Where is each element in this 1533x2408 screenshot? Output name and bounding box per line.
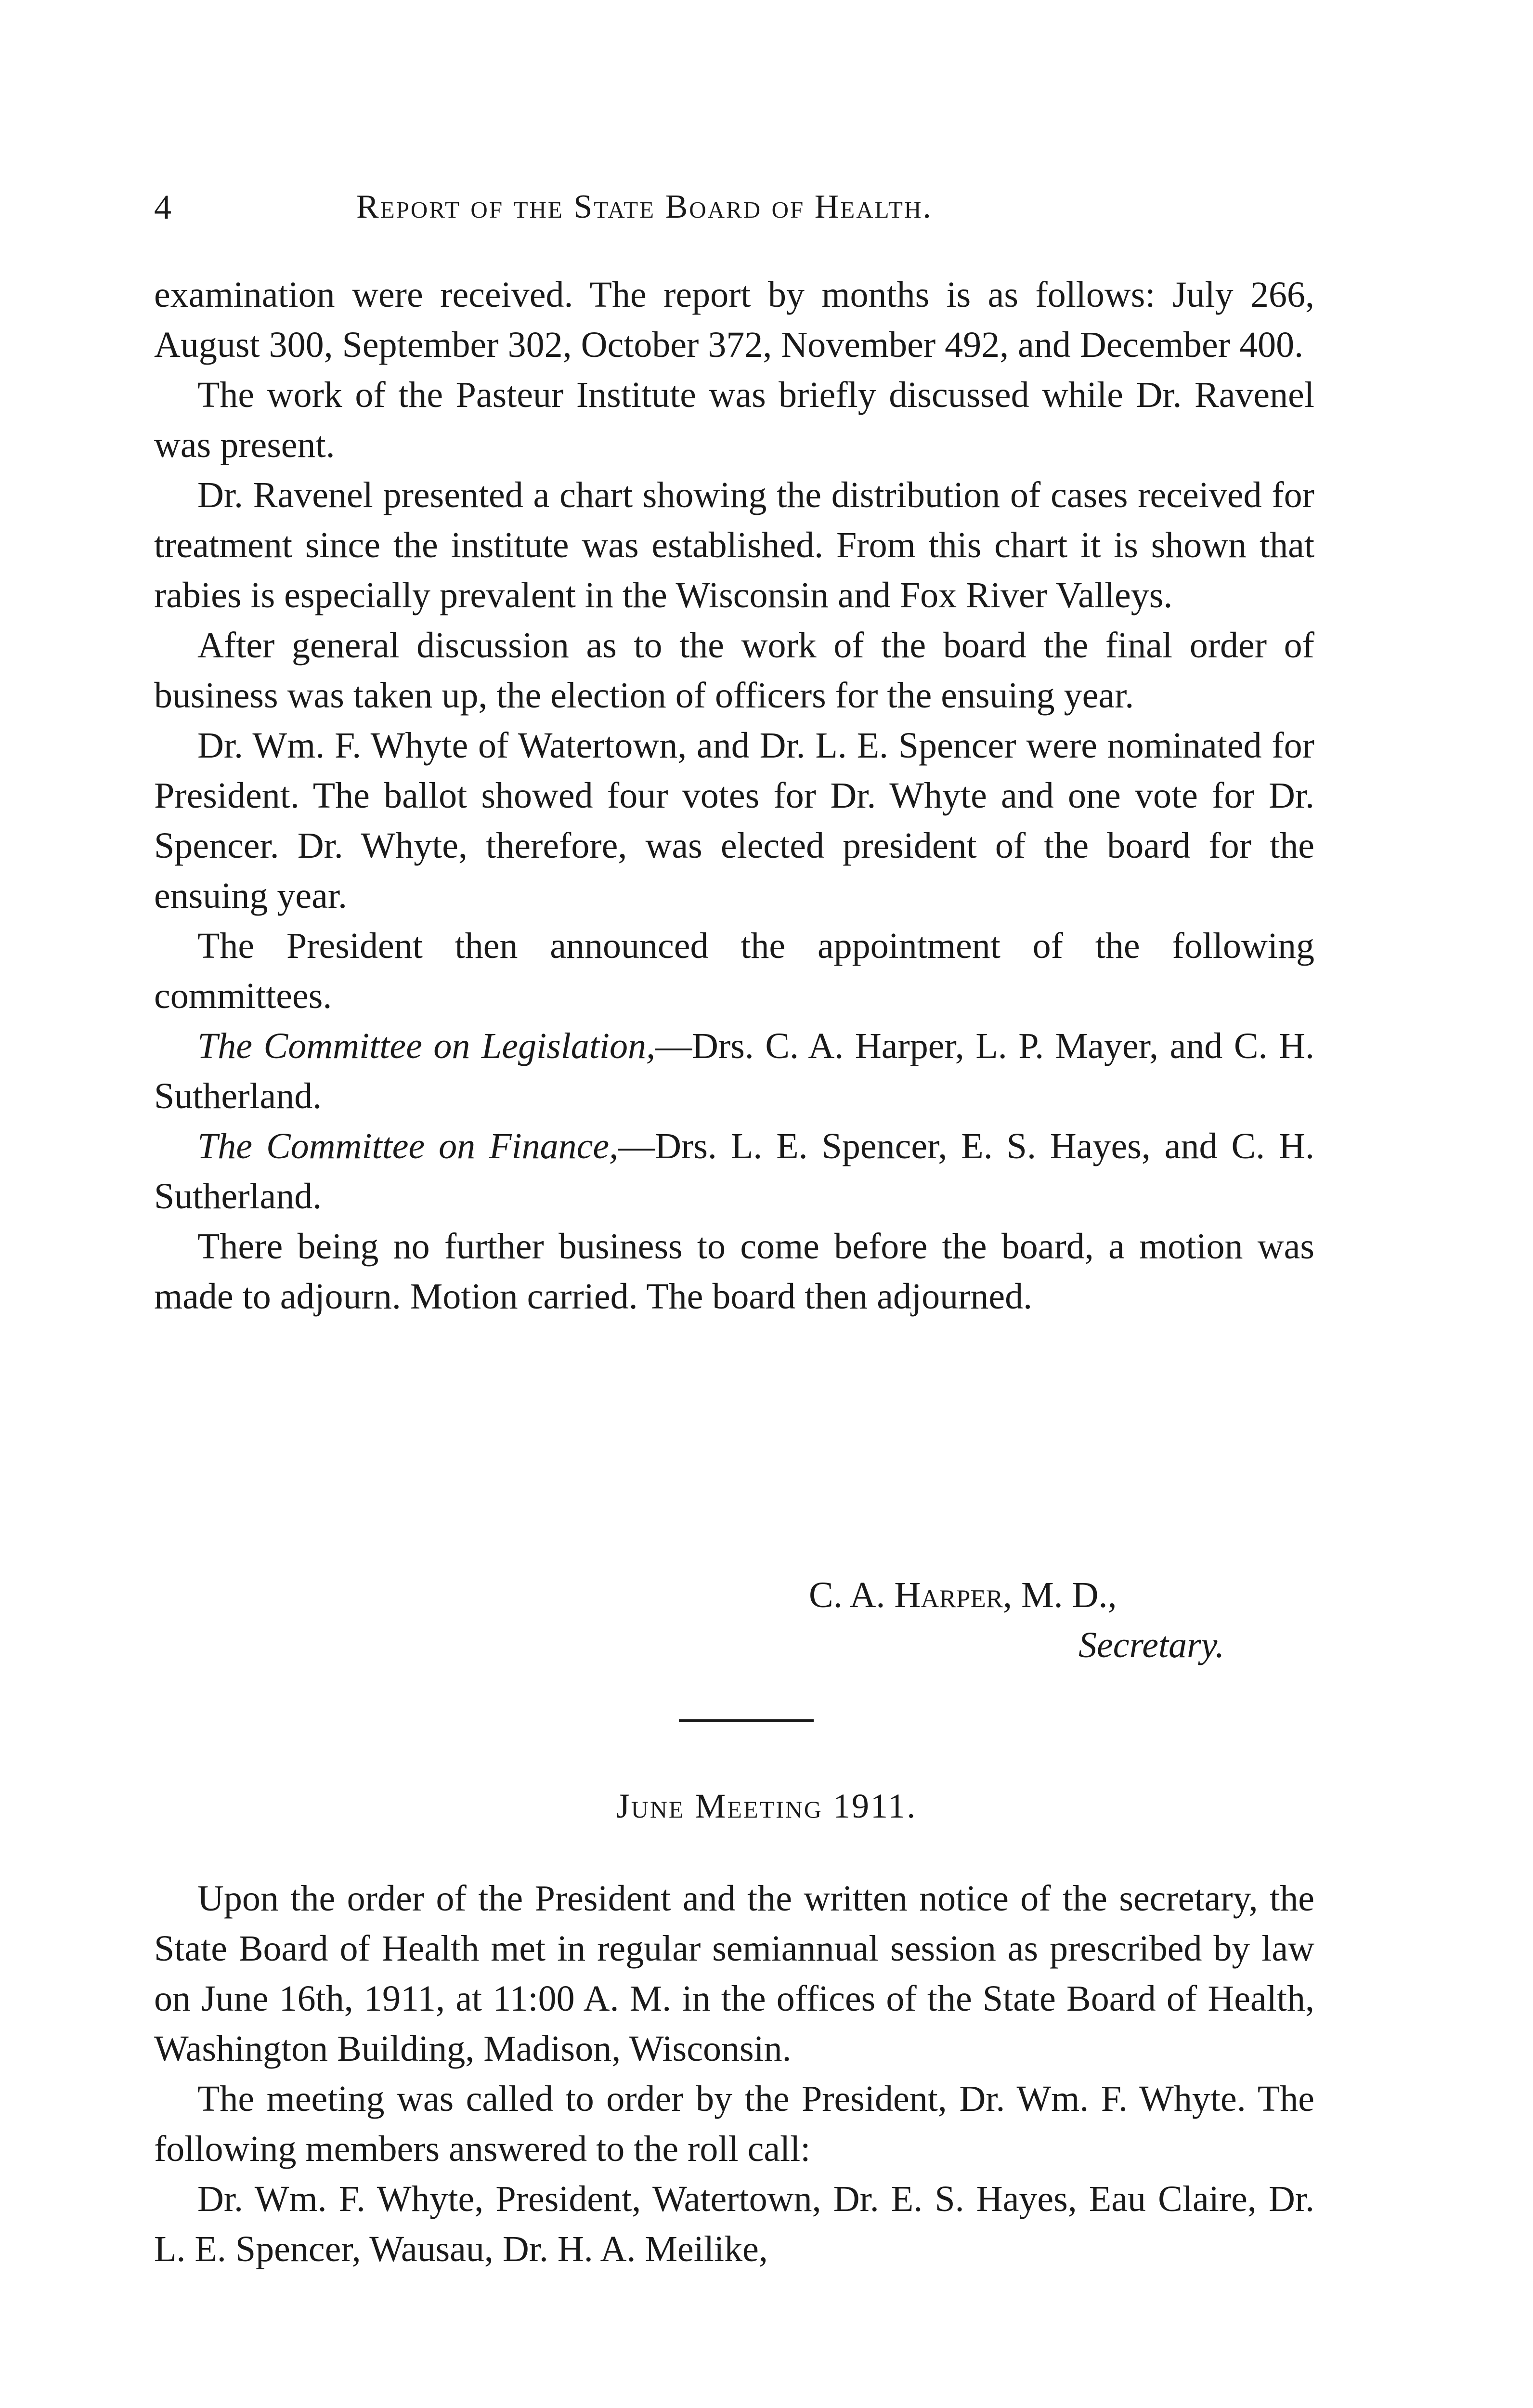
committee-finance-name: The Committee on Finance, bbox=[197, 1126, 619, 1166]
running-head: Report of the State Board of Health. bbox=[356, 188, 933, 225]
paragraph: The meeting was called to order by the President, Dr. Wm. F. Whyte. The following members answered to the roll call: bbox=[154, 2079, 1314, 2169]
paragraph: Dr. Wm. F. Whyte, President, Watertown, Dr. E. S. Hayes, Eau Claire, Dr. L. E. Spencer, Wausau, Dr. H. A. Meilike, bbox=[154, 2179, 1314, 2269]
paragraph: Dr. Wm. F. Whyte of Watertown, and Dr. L. E. Spencer were nominated for President. The ballot showed four votes for Dr. Whyte and one vote for Dr. Spencer. Dr. Whyte, therefore, was elected president of the board for the ensuing year. bbox=[154, 725, 1314, 916]
signature-block bbox=[809, 1570, 1224, 1670]
page-header bbox=[154, 183, 1319, 231]
signature-title: Secretary. bbox=[1078, 1625, 1225, 1665]
paragraph: Upon the order of the President and the written notice of the secretary, the State Board of Health met in regular semiannual session as prescribed by law on June 16th, 1911, at 11:00 A. M. in the offices of the State Board of Health, Washington Building, Madison, Wisconsin. bbox=[154, 1878, 1314, 2069]
section-divider bbox=[679, 1719, 814, 1722]
page-number: 4 bbox=[154, 188, 171, 226]
committee-finance-members: —Drs. L. E. Spencer, E. S. Hayes, and C. H. Sutherland. bbox=[154, 1126, 1314, 1217]
section-heading: June Meeting 1911. bbox=[616, 1787, 917, 1825]
paragraph: examination were received. The report by months is as follows: July 266, August 300, September 302, October 372, November 492, and December 400. bbox=[154, 275, 1314, 365]
paragraph: The President then announced the appointment of the following committees. bbox=[154, 926, 1314, 1016]
committee-finance-paragraph bbox=[154, 1121, 1314, 1221]
committee-legislation-paragraph bbox=[154, 1021, 1314, 1121]
paragraph: After general discussion as to the work of the board the final order of business was taken up, the election of officers for the ensuing year. bbox=[154, 625, 1314, 716]
committee-legislation-name: The Committee on Legislation, bbox=[197, 1026, 655, 1066]
paragraph: Dr. Ravenel presented a chart showing the distribution of cases received for treatment since the institute was established. From this chart it is shown that rabies is especially prevalent in the Wisconsin and Fox River Valleys. bbox=[154, 475, 1314, 615]
december-meeting-text bbox=[154, 270, 1314, 1322]
june-meeting-text bbox=[154, 1873, 1314, 2274]
committee-legislation-members: —Drs. C. A. Harper, L. P. Mayer, and C. H. Sutherland. bbox=[154, 1026, 1314, 1116]
paragraph: There being no further business to come before the board, a motion was made to adjourn. Motion carried. The board then adjourned. bbox=[154, 1226, 1314, 1317]
paragraph: The work of the Pasteur Institute was briefly discussed while Dr. Ravenel was present. bbox=[154, 375, 1314, 465]
signature-name: C. A. Harper, M. D., bbox=[809, 1575, 1117, 1615]
